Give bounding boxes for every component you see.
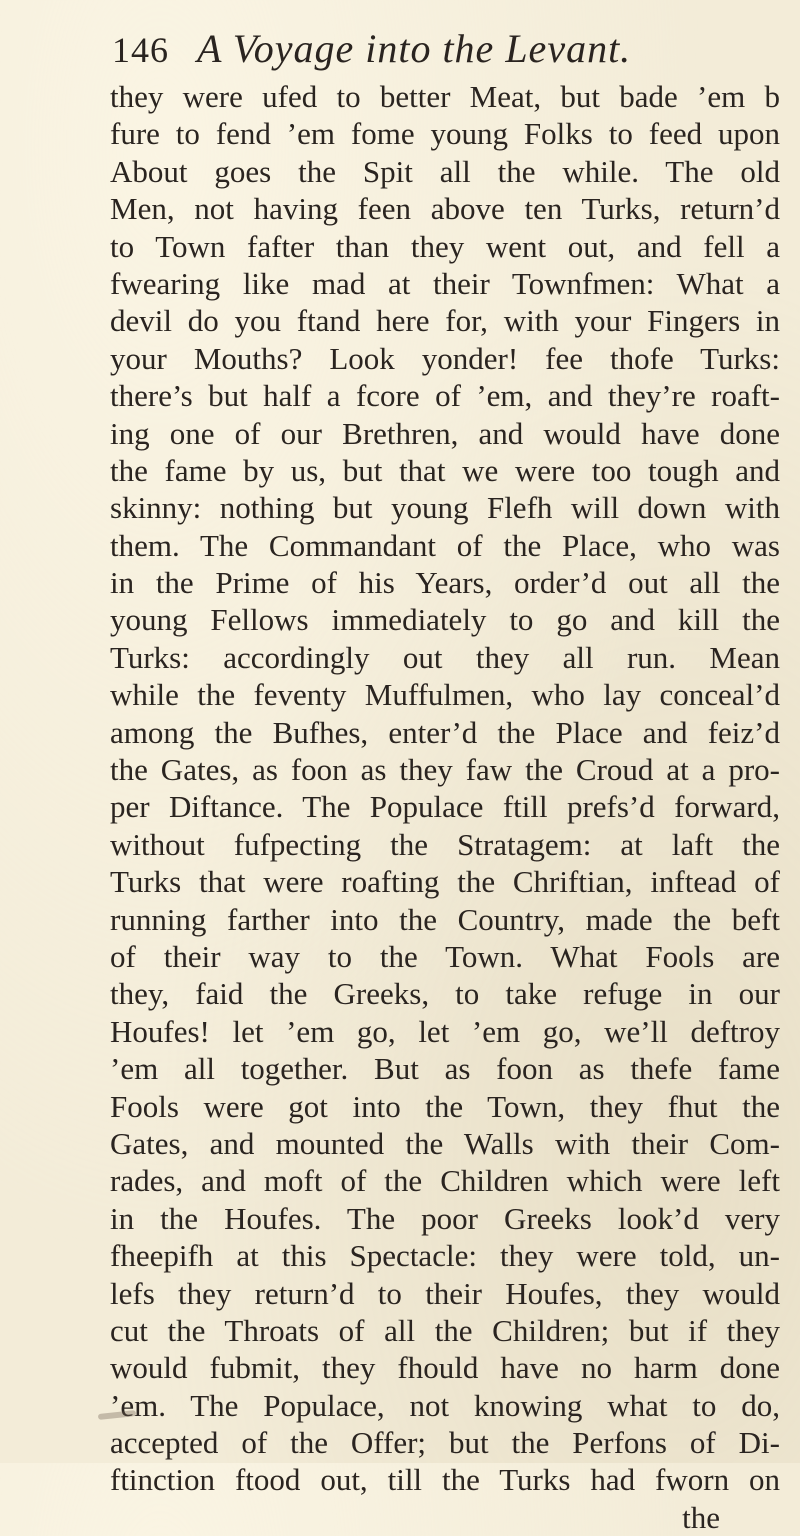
text-line: would fubmit, they fhould have no harm done [110,1350,780,1386]
text-line: among the Bufhes, enter’d the Place and feiz’d [110,714,780,750]
text-line: cut the Throats of all the Children; but if they [110,1312,780,1348]
text-line: the Gates, as foon as they faw the Croud at a pro- [110,752,780,788]
text-line: them. The Commandant of the Place, who was [110,527,780,563]
catchword: the [682,1499,720,1535]
page-number: 146 [112,30,169,70]
text-line: Men, not having feen above ten Turks, return’d [110,191,780,227]
text-line: Turks that were roafting the Chriftian, inftead of [110,864,780,900]
text-line: fure to fend ’em fome young Folks to feed upon [110,116,780,152]
text-line: they were ufed to better Meat, but bade ’em b [110,79,780,114]
text-line: devil do you ftand here for, with your Fingers in [110,303,780,339]
text-line: ftinction ftood out, till the Turks had fworn on [110,1462,780,1498]
text-line: while the feventy Muffulmen, who lay conceal’d [110,677,780,713]
text-line: of their way to the Town. What Fools are [110,938,780,974]
text-line: Houfes! let ’em go, let ’em go, we’ll deftroy [110,1013,780,1049]
text-line: rades, and moft of the Children which were left [110,1163,780,1199]
text-line: they, faid the Greeks, to take refuge in our [110,976,780,1012]
text-line: ’em. The Populace, not knowing what to do, [110,1387,780,1423]
text-line: to Town fafter than they went out, and fell a [110,228,780,264]
text-line: in the Prime of his Years, order’d out all the [110,565,780,601]
text-line: About goes the Spit all the while. The old [110,153,780,189]
text-line: the fame by us, but that we were too tough and [110,452,780,488]
text-line: Turks: accordingly out they all run. Mean [110,639,780,675]
text-line: there’s but half a fcore of ’em, and they’re roaft- [110,378,780,414]
text-line: ing one of our Brethren, and would have done [110,415,780,451]
text-line: Fools were got into the Town, they fhut the [110,1088,780,1124]
text-line: in the Houfes. The poor Greeks look’d very [110,1200,780,1236]
text-line: lefs they return’d to their Houfes, they would [110,1275,780,1311]
body-text [110,78,780,1536]
text-line: ’em all together. But as foon as thefe fame [110,1051,780,1087]
text-line: young Fellows immediately to go and kill the [110,602,780,638]
text-line: skinny: nothing but young Flefh will down with [110,490,780,526]
text-line: running farther into the Country, made the beft [110,901,780,937]
text-line: fheepifh at this Spectacle: they were told, un- [110,1238,780,1274]
text-line: without fufpecting the Stratagem: at laft the [110,826,780,862]
running-header [112,18,772,80]
text-line: your Mouths? Look yonder! fee thofe Turks: [110,340,780,376]
running-title: A Voyage into the Levant. [197,26,632,71]
text-line: fwearing like mad at their Townfmen: What a [110,265,780,301]
text-line: accepted of the Offer; but the Perfons of Di- [110,1425,780,1461]
text-line: Gates, and mounted the Walls with their Com- [110,1125,780,1161]
text-line: per Diftance. The Populace ftill prefs’d forward, [110,789,780,825]
